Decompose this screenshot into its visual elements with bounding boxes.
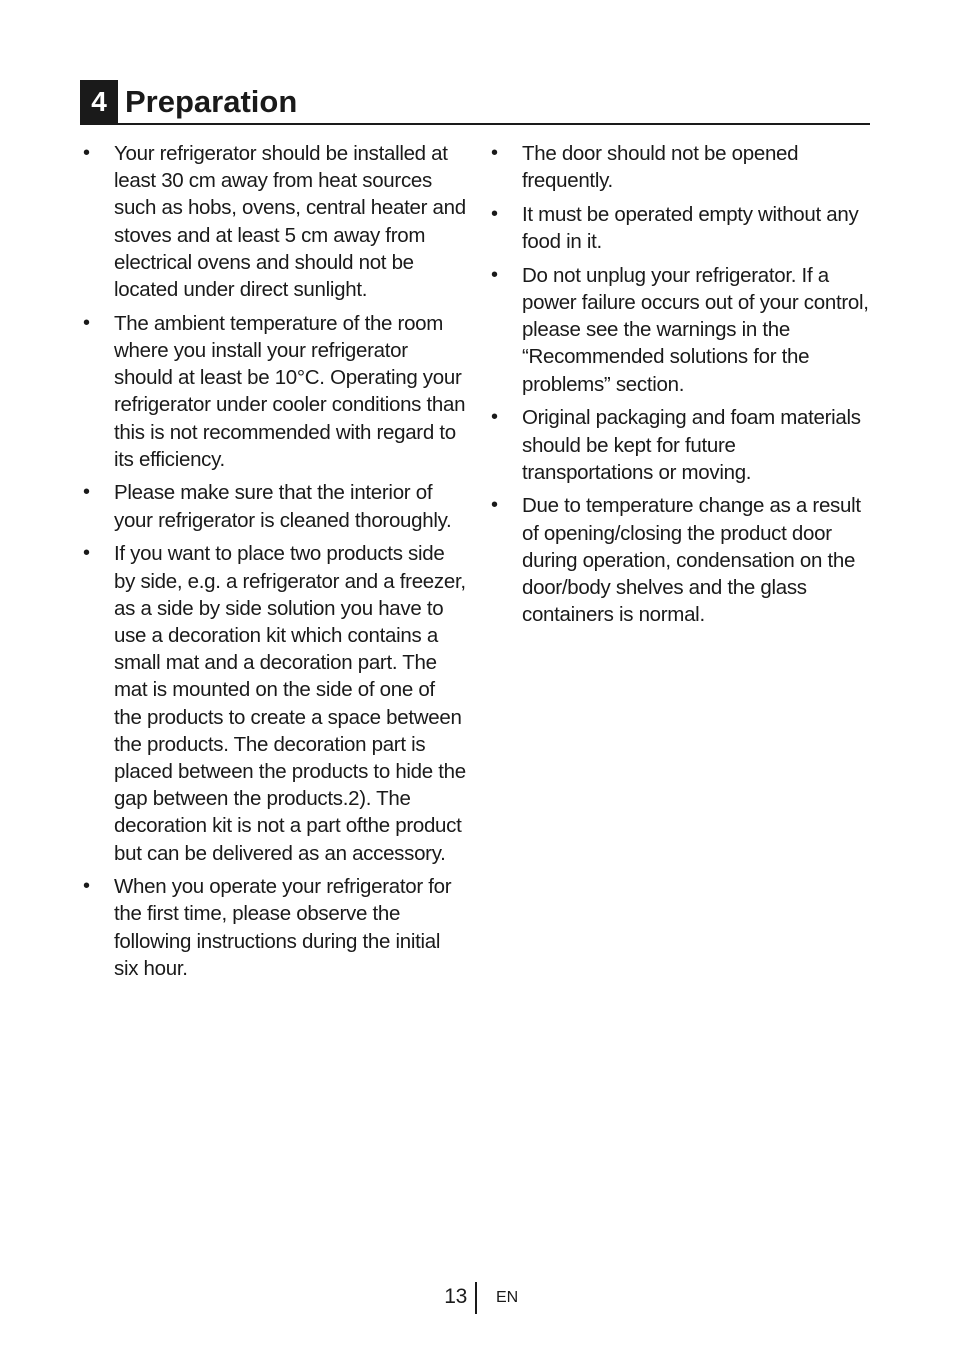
list-item bbox=[80, 310, 466, 473]
list-item bbox=[488, 201, 870, 255]
bullet-icon: • bbox=[491, 494, 498, 517]
list-item-text: Please make sure that the interior of your refrigerator is cleaned thoroughly. bbox=[114, 481, 452, 532]
bullet-icon: • bbox=[83, 311, 90, 334]
footer-divider bbox=[475, 1282, 477, 1314]
list-item bbox=[80, 479, 466, 533]
list-item bbox=[80, 140, 466, 303]
list-item bbox=[80, 873, 466, 982]
list-item-text: When you operate your refrigerator for the first time, please observe the following instructions during the initial six hour. bbox=[114, 875, 452, 980]
section-header bbox=[80, 80, 870, 125]
section-title: Preparation bbox=[125, 84, 298, 119]
bullet-icon: • bbox=[83, 542, 90, 565]
right-column bbox=[488, 140, 870, 635]
list-item bbox=[488, 404, 870, 486]
page-number: 13 bbox=[444, 1285, 467, 1308]
bullet-icon: • bbox=[491, 142, 498, 164]
list-item-text: The door should not be opened frequently. bbox=[522, 142, 799, 193]
page-footer bbox=[0, 1282, 954, 1316]
list-item-text: Due to temperature change as a result of opening/closing the product door during operation, condensation on the door/body shelves and the glass containers is normal. bbox=[522, 494, 861, 627]
list-item bbox=[488, 492, 870, 628]
bullet-icon: • bbox=[491, 406, 498, 429]
language-code: EN bbox=[496, 1289, 519, 1306]
bullet-icon: • bbox=[83, 875, 90, 898]
list-item-text: It must be operated empty without any food in it. bbox=[522, 202, 859, 254]
list-item-text: Do not unplug your refrigerator. If a power failure occurs out of your control, please see the warnings in the “Recommended solutions for the problems” section. bbox=[522, 263, 869, 396]
bullet-icon: • bbox=[83, 142, 90, 164]
list-item-text: The ambient temperature of the room where you install your refrigerator should at least be 10°C. Operating your refrigerator under cooler conditions than this is not recommended with regard to its efficiency. bbox=[114, 311, 466, 471]
section-number-badge: 4 bbox=[80, 80, 118, 123]
bullet-icon: • bbox=[491, 263, 498, 286]
list-item bbox=[488, 140, 870, 194]
bullet-icon: • bbox=[491, 202, 498, 225]
list-item-text: If you want to place two products side by side, e.g. a refrigerator and a freezer, as a side by side solution you have to use a decoration kit which contains a small mat and a decoration part. The mat is mounted on the side of one of the products to create a space between the products. The decoration part is placed between the products to hide the gap between the products.2). The decoration kit is not a part ofthe product but can be delivered as an accessory. bbox=[114, 542, 466, 865]
bullet-icon: • bbox=[83, 481, 90, 504]
list-item-text: Original packaging and foam materials should be kept for future transportations or moving. bbox=[522, 406, 861, 484]
list-item bbox=[80, 540, 466, 866]
list-item bbox=[488, 262, 870, 398]
left-column bbox=[80, 140, 466, 989]
list-item-text: Your refrigerator should be installed at least 30 cm away from heat sources such as hobs, ovens, central heater and stoves and at least 5 cm away from electrical ovens and should not be located under direct sunlight. bbox=[114, 142, 466, 302]
